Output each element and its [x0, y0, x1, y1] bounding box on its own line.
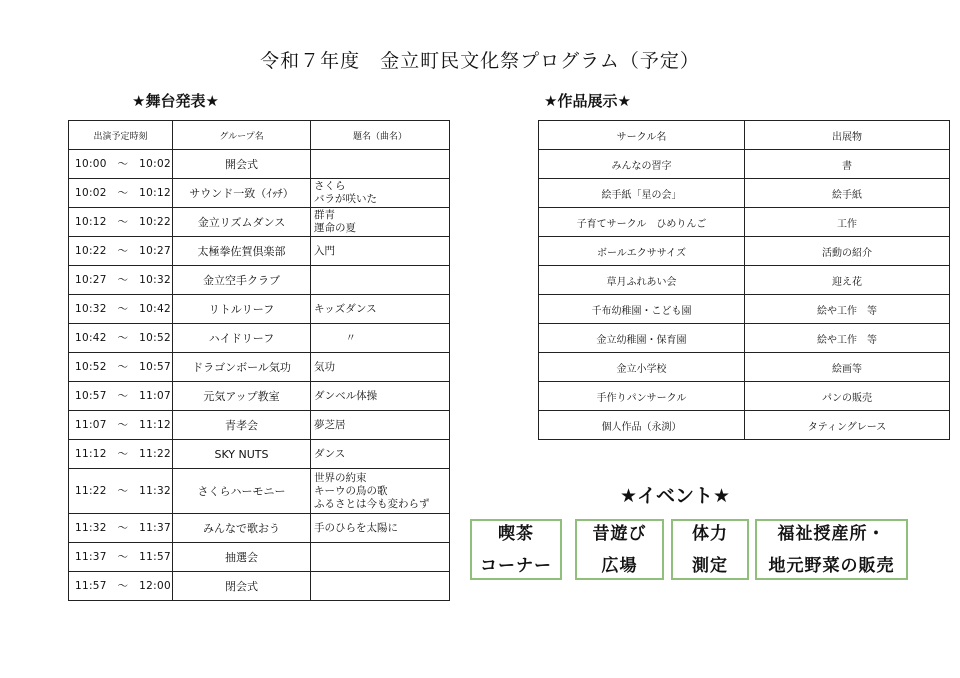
exhibit-row — [539, 237, 950, 266]
stage-row — [69, 353, 450, 382]
stage-program-table — [68, 120, 450, 601]
header-time: 出演予定時刻 — [69, 121, 173, 150]
stage-row — [69, 411, 450, 440]
stage-row — [69, 440, 450, 469]
event-welfare-vegetables: 福祉授産所・ 地元野菜の販売 — [755, 519, 908, 580]
event-fitness-test: 体力 測定 — [671, 519, 749, 580]
exhibit-row — [539, 208, 950, 237]
event-old-games: 昔遊び 広場 — [575, 519, 664, 580]
time-cell: 11:12 ～ 11:22 — [69, 440, 173, 469]
group-cell: ドラゴンボール気功 — [173, 353, 311, 382]
time-cell: 11:57 ～ 12:00 — [69, 572, 173, 601]
group-cell: ハイドリーフ — [173, 324, 311, 353]
group-cell: 閉会式 — [173, 572, 311, 601]
page-title: 令和７年度 金立町民文化祭プログラム（予定） — [260, 50, 700, 72]
group-cell: リトルリーフ — [173, 295, 311, 324]
stage-row — [69, 179, 450, 208]
group-cell: 開会式 — [173, 150, 311, 179]
event-cafe-corner: 喫茶 コーナー — [470, 519, 562, 580]
stage-row — [69, 469, 450, 514]
group-cell: サウンド一致（ｲｯﾁ） — [173, 179, 311, 208]
circle-cell: 個人作品（永渕） — [539, 411, 745, 440]
group-cell: 抽選会 — [173, 543, 311, 572]
time-cell: 11:32 ～ 11:37 — [69, 514, 173, 543]
title-cell: 群青 運命の夏 — [311, 208, 450, 237]
stage-row — [69, 543, 450, 572]
title-cell: 入門 — [311, 237, 450, 266]
item-cell: パンの販売 — [745, 382, 950, 411]
circle-cell: 手作りパンサークル — [539, 382, 745, 411]
group-cell: さくらハーモニー — [173, 469, 311, 514]
circle-cell: 千布幼稚園・こども園 — [539, 295, 745, 324]
time-cell: 10:42 ～ 10:52 — [69, 324, 173, 353]
circle-cell: ボールエクササイズ — [539, 237, 745, 266]
header-group: グループ名 — [173, 121, 311, 150]
time-cell: 11:37 ～ 11:57 — [69, 543, 173, 572]
item-cell: 絵や工作 等 — [745, 295, 950, 324]
exhibit-row — [539, 353, 950, 382]
stage-row — [69, 150, 450, 179]
group-cell: 太極拳佐賀倶楽部 — [173, 237, 311, 266]
title-cell: 〃 — [311, 324, 450, 353]
title-cell: 気功 — [311, 353, 450, 382]
exhibit-header-row — [539, 121, 950, 150]
circle-cell: 子育てサークル ひめりんご — [539, 208, 745, 237]
group-cell: 金立リズムダンス — [173, 208, 311, 237]
stage-row — [69, 572, 450, 601]
stage-heading: ★舞台発表★ — [132, 92, 219, 110]
exhibit-row — [539, 382, 950, 411]
event-heading: ★イベント★ — [620, 485, 731, 507]
item-cell: 絵手紙 — [745, 179, 950, 208]
group-cell: 金立空手クラブ — [173, 266, 311, 295]
exhibit-row — [539, 266, 950, 295]
title-cell: ダンベル体操 — [311, 382, 450, 411]
title-cell: 世界の約束 キーウの鳥の歌 ふるさとは今も変わらず — [311, 469, 450, 514]
time-cell: 10:27 ～ 10:32 — [69, 266, 173, 295]
circle-cell: 金立幼稚園・保育園 — [539, 324, 745, 353]
header-circle: サークル名 — [539, 121, 745, 150]
time-cell: 10:12 ～ 10:22 — [69, 208, 173, 237]
time-cell: 10:57 ～ 11:07 — [69, 382, 173, 411]
time-cell: 11:07 ～ 11:12 — [69, 411, 173, 440]
exhibit-row — [539, 324, 950, 353]
stage-header-row — [69, 121, 450, 150]
title-cell: 夢芝居 — [311, 411, 450, 440]
exhibit-row — [539, 150, 950, 179]
circle-cell: 草月ふれあい会 — [539, 266, 745, 295]
circle-cell: みんなの習字 — [539, 150, 745, 179]
circle-cell: 金立小学校 — [539, 353, 745, 382]
time-cell: 10:02 ～ 10:12 — [69, 179, 173, 208]
time-cell: 10:52 ～ 10:57 — [69, 353, 173, 382]
item-cell: 迎え花 — [745, 266, 950, 295]
time-cell: 11:22 ～ 11:32 — [69, 469, 173, 514]
title-cell: キッズダンス — [311, 295, 450, 324]
group-cell: SKY NUTS — [173, 440, 311, 469]
stage-row — [69, 266, 450, 295]
item-cell: 絵画等 — [745, 353, 950, 382]
stage-row — [69, 295, 450, 324]
exhibit-row — [539, 179, 950, 208]
time-cell: 10:32 ～ 10:42 — [69, 295, 173, 324]
stage-row — [69, 382, 450, 411]
title-cell: ダンス — [311, 440, 450, 469]
title-cell — [311, 266, 450, 295]
exhibit-table — [538, 120, 950, 440]
exhibit-heading: ★作品展示★ — [544, 92, 631, 110]
title-cell: 手のひらを太陽に — [311, 514, 450, 543]
title-cell: さくら バラが咲いた — [311, 179, 450, 208]
stage-row — [69, 208, 450, 237]
exhibit-row — [539, 295, 950, 324]
title-cell — [311, 572, 450, 601]
stage-row — [69, 324, 450, 353]
header-title: 題名（曲名） — [311, 121, 450, 150]
group-cell: 青孝会 — [173, 411, 311, 440]
item-cell: 活動の紹介 — [745, 237, 950, 266]
item-cell: タティングレース — [745, 411, 950, 440]
group-cell: 元気アップ教室 — [173, 382, 311, 411]
title-cell — [311, 543, 450, 572]
item-cell: 書 — [745, 150, 950, 179]
title-cell — [311, 150, 450, 179]
time-cell: 10:22 ～ 10:27 — [69, 237, 173, 266]
item-cell: 絵や工作 等 — [745, 324, 950, 353]
header-item: 出展物 — [745, 121, 950, 150]
group-cell: みんなで歌おう — [173, 514, 311, 543]
stage-row — [69, 237, 450, 266]
item-cell: 工作 — [745, 208, 950, 237]
time-cell: 10:00 ～ 10:02 — [69, 150, 173, 179]
stage-row — [69, 514, 450, 543]
exhibit-row — [539, 411, 950, 440]
circle-cell: 絵手紙「星の会」 — [539, 179, 745, 208]
